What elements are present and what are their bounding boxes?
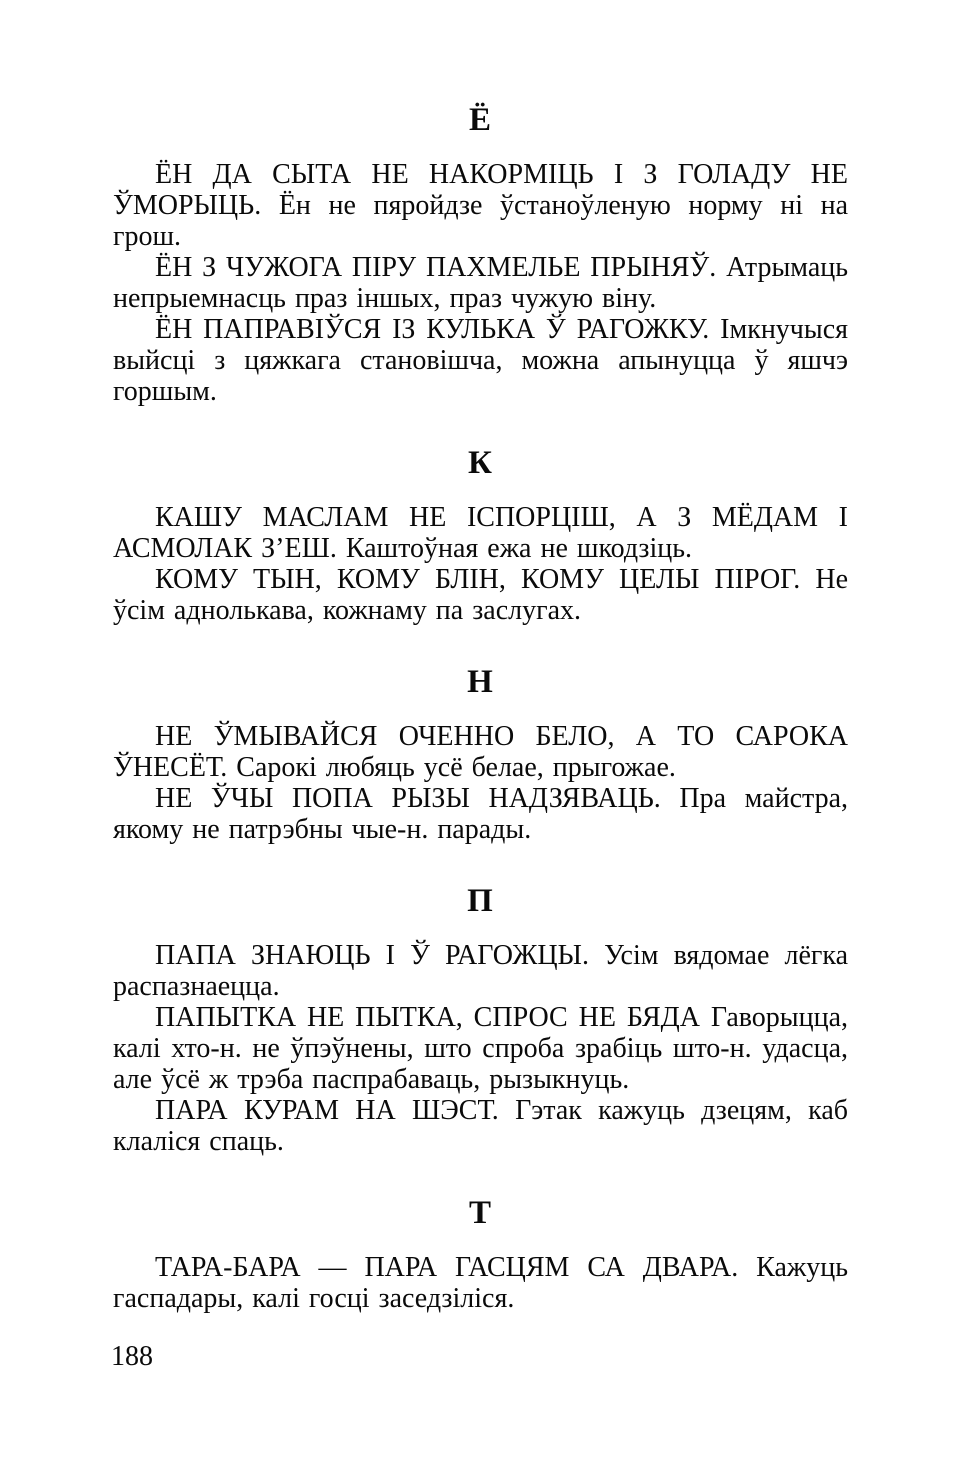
proverb-entry xyxy=(113,159,848,252)
proverb-entry xyxy=(113,940,848,1002)
proverb-entry xyxy=(113,252,848,314)
proverb-entry xyxy=(113,502,848,564)
section-heading-letter: К xyxy=(468,445,493,481)
entry-definition: Гэтак кажуць дзецям, каб клаліся спаць. xyxy=(113,1095,848,1157)
section-k xyxy=(113,447,848,626)
entry-definition: Кажуць гаспадары, калі госці заседзіліся. xyxy=(113,1252,848,1314)
entry-headword: ЁН ДА СЫТА НЕ НАКОРМІЦЬ І З ГОЛАДУ НЕ ЎМОРЫЦЬ. xyxy=(113,159,848,221)
proverb-entry xyxy=(113,721,848,783)
page-number: 188 xyxy=(111,1341,153,1372)
section-heading-letter: Н xyxy=(467,664,494,700)
entry-definition: Ён не пяройдзе ўстаноўленую норму ні на грош. xyxy=(113,190,848,252)
entry-definition: Пра майстра, якому не патрэбны чые-н. парады. xyxy=(113,783,849,845)
proverb-entry xyxy=(113,1095,848,1157)
section-p xyxy=(113,885,848,1157)
section-heading-letter: Т xyxy=(468,1195,492,1231)
entry-headword: КАШУ МАСЛАМ НЕ ІСПОРЦІШ, А З МЁДАМ І АСМОЛАК З’ЕШ. xyxy=(113,502,848,564)
text-block xyxy=(113,104,848,1314)
proverb-entry xyxy=(113,783,848,845)
section-heading-letter: П xyxy=(467,883,494,919)
proverb-entry xyxy=(113,564,848,626)
entry-definition: Не ўсім аднолькава, кожнаму па заслугах. xyxy=(113,564,848,626)
entry-definition: Гаворыцца, калі хто-н. не ўпэўнены, што спроба зрабіць што-н. удасца, але ўсё ж трэба паспрабаваць, рызыкнуць. xyxy=(113,1002,849,1095)
section-heading-letter: Ё xyxy=(468,102,492,138)
entry-headword: НЕ ЎМЫВАЙСЯ ОЧЕННО БЕЛО, А ТО САРОКА ЎНЕСЁТ. xyxy=(113,721,848,783)
entry-definition: Атрымаць непрыемнасць праз іншых, праз чужую віну. xyxy=(113,252,849,314)
entry-headword: НЕ ЎЧЫ ПОПА РЫЗЫ НАДЗЯВАЦЬ. xyxy=(155,783,661,814)
section-jo xyxy=(113,104,848,407)
entry-headword: ПАПЫТКА НЕ ПЫТКА, СПРОС НЕ БЯДА xyxy=(155,1002,700,1033)
entry-definition: Сарокі любяць усё белае, прыгожае. xyxy=(236,752,676,783)
entry-definition: Каштоўная ежа не шкодзіць. xyxy=(345,533,692,564)
section-t xyxy=(113,1197,848,1314)
entry-definition: Імкнучыся выйсці з цяжкага становішча, можна апынуцца ў яшчэ горшым. xyxy=(113,314,849,407)
entry-headword: ПАРА КУРАМ НА ШЭСТ. xyxy=(155,1095,499,1126)
proverb-entry xyxy=(113,314,848,407)
entry-headword: ЁН З ЧУЖОГА ПІРУ ПАХМЕЛЬЕ ПРЫНЯЎ. xyxy=(155,252,717,283)
entry-headword: КОМУ ТЫН, КОМУ БЛІН, КОМУ ЦЕЛЫ ПІРОГ. xyxy=(155,564,801,595)
proverb-entry xyxy=(113,1252,848,1314)
entry-headword: ТАРА-БАРА — ПАРА ГАСЦЯМ СА ДВАРА. xyxy=(155,1252,739,1283)
entry-headword: ПАПА ЗНАЮЦЬ І Ў РАГОЖЦЫ. xyxy=(155,940,589,971)
section-n xyxy=(113,666,848,845)
entry-headword: ЁН ПАПРАВІЎСЯ ІЗ КУЛЬКА Ў РАГОЖКУ. xyxy=(155,314,710,345)
proverb-entry xyxy=(113,1002,848,1095)
entry-definition: Усім вядомае лёгка распазнаецца. xyxy=(113,940,848,1002)
